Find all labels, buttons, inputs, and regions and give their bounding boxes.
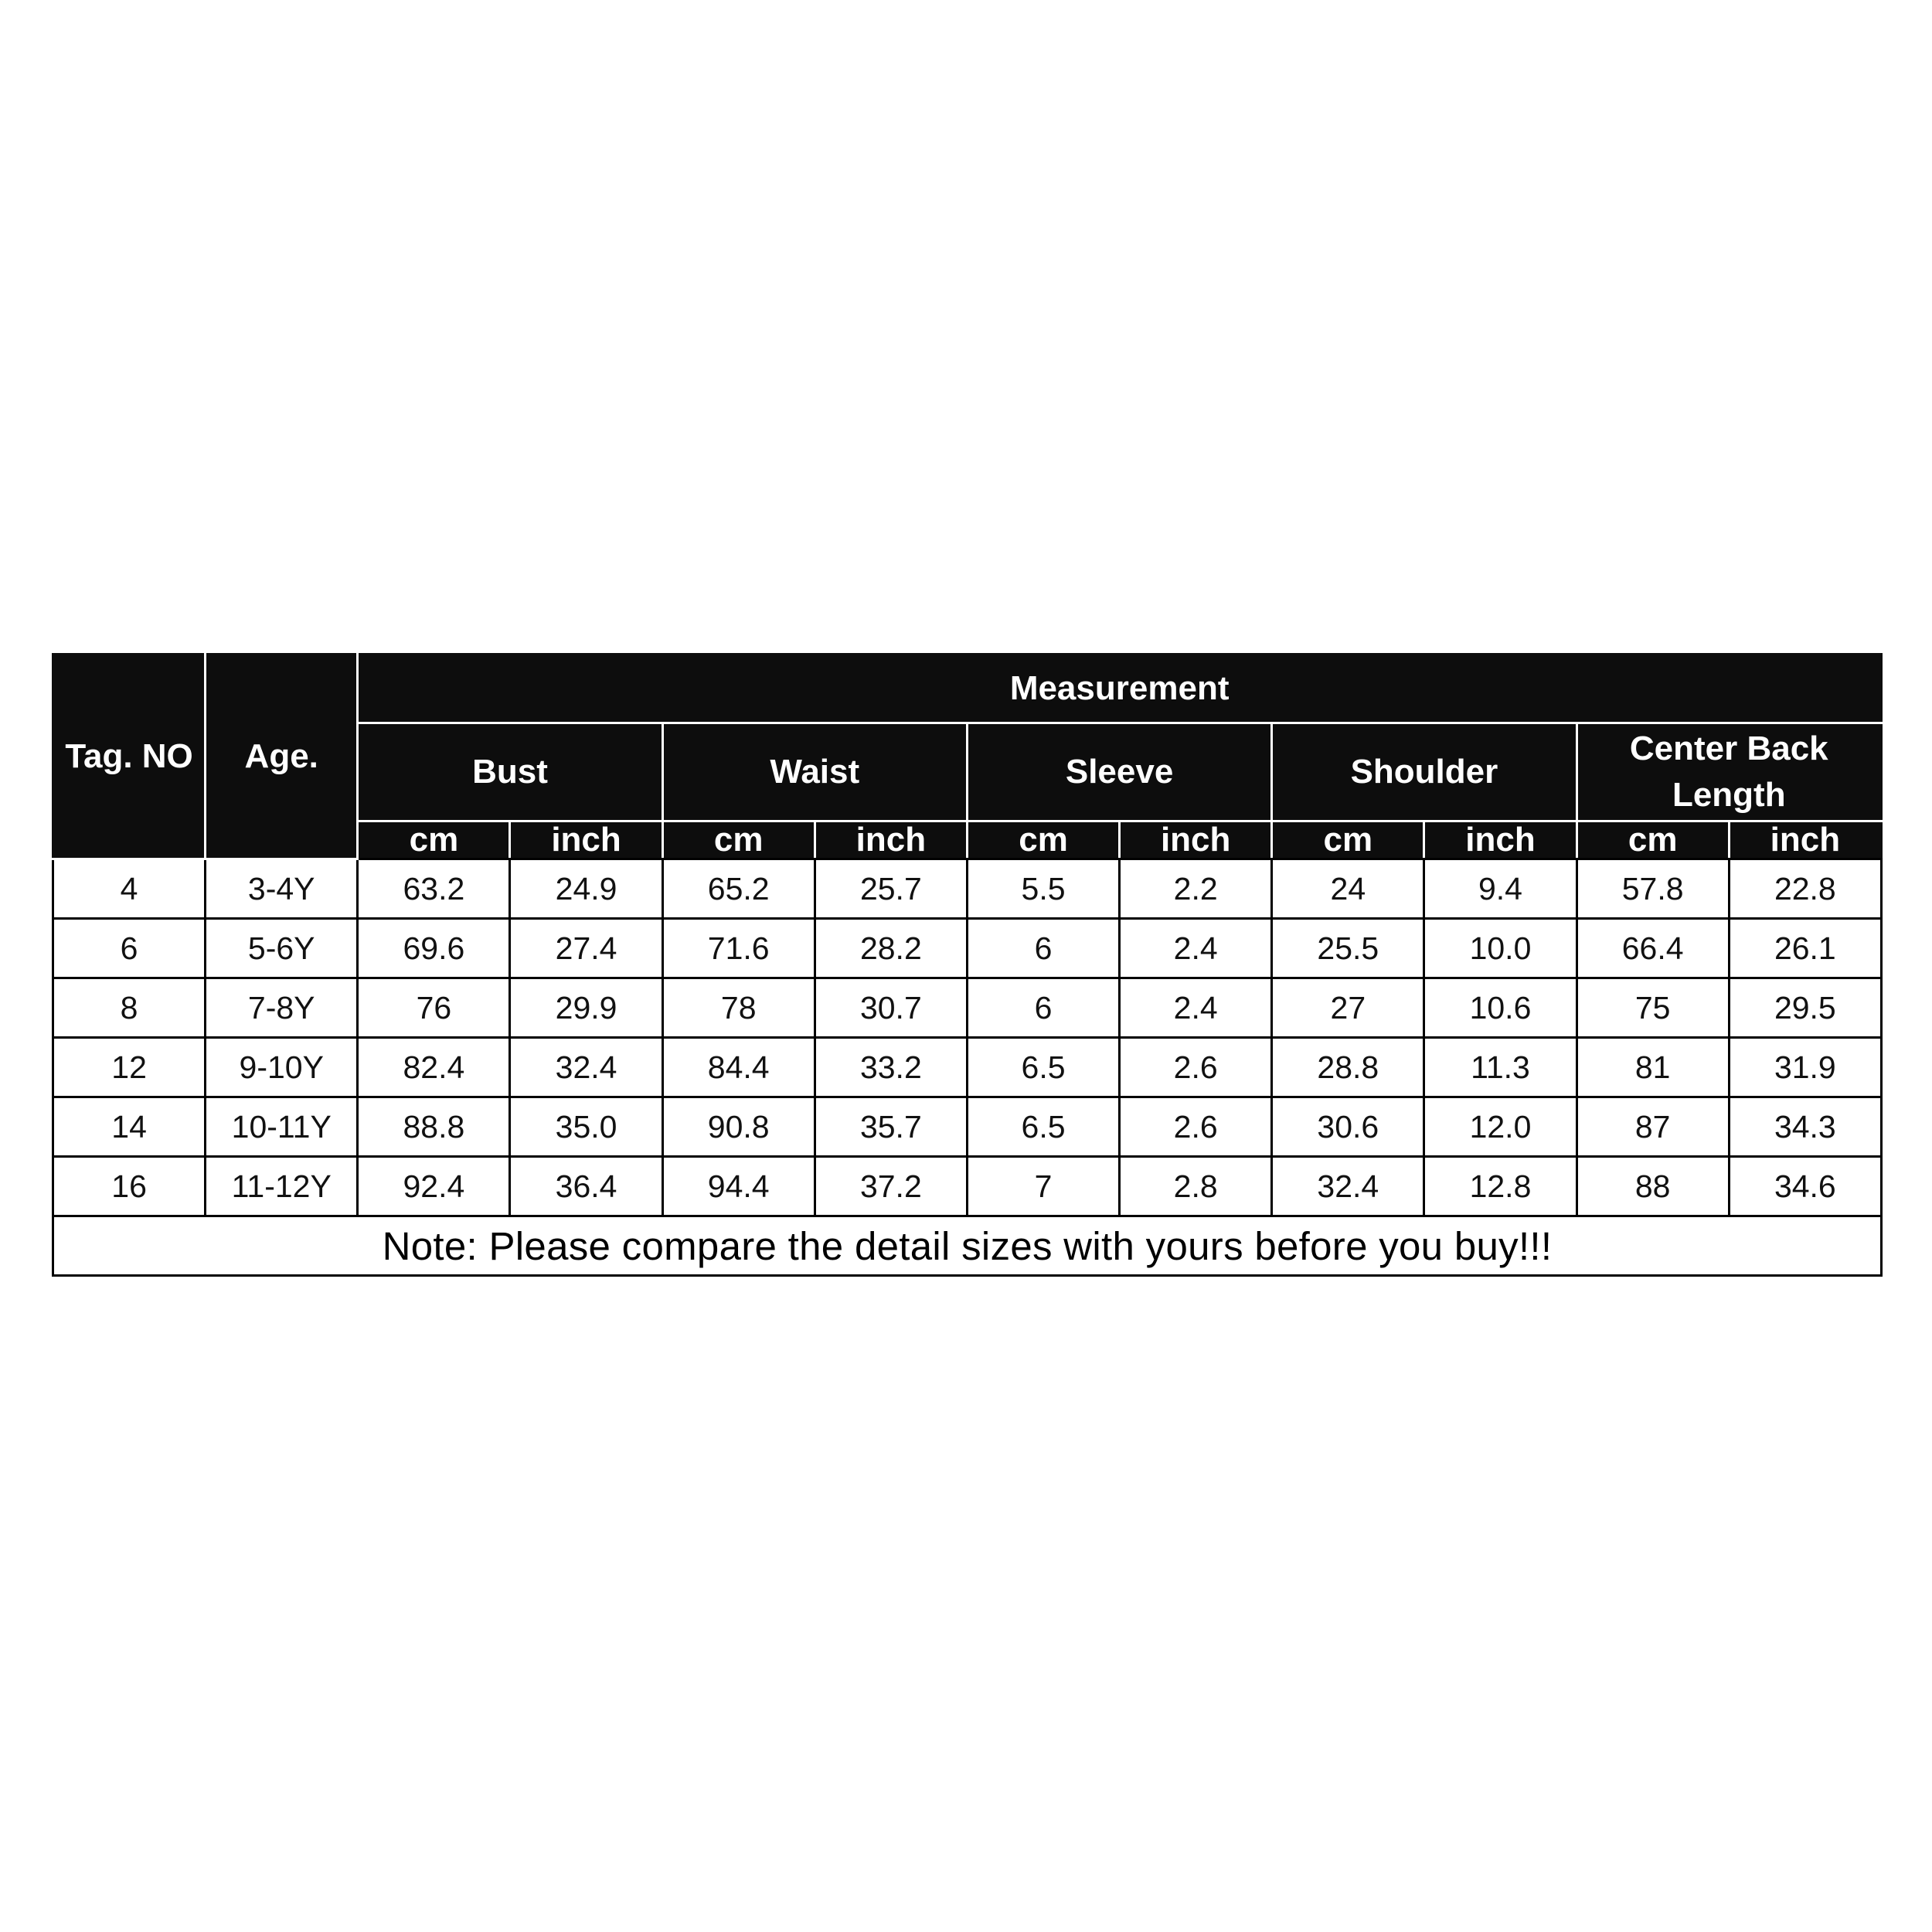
cell-back-length-cm: 57.8 (1577, 859, 1729, 919)
cell-tag-no: 14 (53, 1097, 206, 1157)
header-shoulder: Shoulder (1272, 723, 1577, 821)
cell-age: 11-12Y (206, 1157, 358, 1216)
size-chart-header (53, 655, 1882, 859)
cell-tag-no: 6 (53, 919, 206, 978)
cell-tag-no: 8 (53, 978, 206, 1038)
header-waist: Waist (662, 723, 967, 821)
cell-sleeve-cm: 6.5 (967, 1038, 1119, 1097)
cell-waist-inch: 33.2 (815, 1038, 967, 1097)
header-unit-bust-cm: cm (358, 821, 510, 859)
cell-back-length-cm: 88 (1577, 1157, 1729, 1216)
cell-shoulder-cm: 32.4 (1272, 1157, 1424, 1216)
header-unit-bust-inch: inch (510, 821, 662, 859)
cell-waist-inch: 25.7 (815, 859, 967, 919)
header-tag-no: Tag. NO (53, 655, 206, 859)
cell-bust-cm: 63.2 (358, 859, 510, 919)
size-chart-body (53, 859, 1882, 1276)
table-row (53, 1038, 1882, 1097)
cell-back-length-inch: 34.3 (1729, 1097, 1881, 1157)
cell-sleeve-inch: 2.2 (1120, 859, 1272, 919)
size-chart-table (52, 653, 1883, 1277)
cell-waist-inch: 35.7 (815, 1097, 967, 1157)
note-row (53, 1216, 1882, 1276)
header-center-back-length: Center Back Length (1577, 723, 1881, 821)
header-measurement: Measurement (358, 655, 1882, 723)
cell-tag-no: 16 (53, 1157, 206, 1216)
cell-sleeve-cm: 6.5 (967, 1097, 1119, 1157)
cell-shoulder-inch: 10.0 (1424, 919, 1577, 978)
cell-sleeve-cm: 6 (967, 978, 1119, 1038)
cell-back-length-cm: 87 (1577, 1097, 1729, 1157)
header-unit-sleeve-cm: cm (967, 821, 1119, 859)
header-row-measurement (53, 655, 1882, 723)
cell-tag-no: 12 (53, 1038, 206, 1097)
cell-back-length-inch: 34.6 (1729, 1157, 1881, 1216)
cell-sleeve-cm: 5.5 (967, 859, 1119, 919)
cell-shoulder-cm: 28.8 (1272, 1038, 1424, 1097)
cell-bust-inch: 36.4 (510, 1157, 662, 1216)
header-unit-back-length-inch: inch (1729, 821, 1881, 859)
cell-waist-cm: 78 (662, 978, 815, 1038)
header-unit-shoulder-inch: inch (1424, 821, 1577, 859)
cell-waist-cm: 65.2 (662, 859, 815, 919)
cell-waist-cm: 90.8 (662, 1097, 815, 1157)
header-sleeve: Sleeve (967, 723, 1271, 821)
cell-bust-cm: 88.8 (358, 1097, 510, 1157)
header-age: Age. (206, 655, 358, 859)
cell-waist-inch: 37.2 (815, 1157, 967, 1216)
header-unit-sleeve-inch: inch (1120, 821, 1272, 859)
cell-bust-inch: 29.9 (510, 978, 662, 1038)
cell-back-length-cm: 66.4 (1577, 919, 1729, 978)
cell-waist-cm: 84.4 (662, 1038, 815, 1097)
cell-sleeve-inch: 2.4 (1120, 978, 1272, 1038)
cell-age: 5-6Y (206, 919, 358, 978)
cell-waist-inch: 30.7 (815, 978, 967, 1038)
cell-waist-cm: 71.6 (662, 919, 815, 978)
cell-shoulder-cm: 27 (1272, 978, 1424, 1038)
table-row (53, 919, 1882, 978)
cell-shoulder-cm: 30.6 (1272, 1097, 1424, 1157)
header-unit-waist-inch: inch (815, 821, 967, 859)
cell-sleeve-inch: 2.4 (1120, 919, 1272, 978)
table-row (53, 859, 1882, 919)
table-row (53, 978, 1882, 1038)
cell-back-length-cm: 75 (1577, 978, 1729, 1038)
cell-bust-inch: 27.4 (510, 919, 662, 978)
cell-sleeve-inch: 2.6 (1120, 1038, 1272, 1097)
cell-back-length-inch: 22.8 (1729, 859, 1881, 919)
cell-sleeve-cm: 6 (967, 919, 1119, 978)
size-note: Note: Please compare the detail sizes with yours before you buy!!! (53, 1216, 1882, 1276)
cell-sleeve-cm: 7 (967, 1157, 1119, 1216)
cell-age: 3-4Y (206, 859, 358, 919)
cell-shoulder-cm: 25.5 (1272, 919, 1424, 978)
cell-age: 10-11Y (206, 1097, 358, 1157)
header-unit-waist-cm: cm (662, 821, 815, 859)
cell-age: 7-8Y (206, 978, 358, 1038)
cell-bust-inch: 35.0 (510, 1097, 662, 1157)
cell-tag-no: 4 (53, 859, 206, 919)
cell-age: 9-10Y (206, 1038, 358, 1097)
cell-waist-cm: 94.4 (662, 1157, 815, 1216)
cell-sleeve-inch: 2.6 (1120, 1097, 1272, 1157)
cell-back-length-inch: 26.1 (1729, 919, 1881, 978)
cell-sleeve-inch: 2.8 (1120, 1157, 1272, 1216)
cell-back-length-inch: 31.9 (1729, 1038, 1881, 1097)
cell-bust-cm: 82.4 (358, 1038, 510, 1097)
cell-bust-inch: 24.9 (510, 859, 662, 919)
cell-shoulder-inch: 11.3 (1424, 1038, 1577, 1097)
cell-shoulder-inch: 12.0 (1424, 1097, 1577, 1157)
cell-bust-inch: 32.4 (510, 1038, 662, 1097)
header-unit-back-length-cm: cm (1577, 821, 1729, 859)
cell-bust-cm: 69.6 (358, 919, 510, 978)
table-row (53, 1157, 1882, 1216)
cell-back-length-inch: 29.5 (1729, 978, 1881, 1038)
cell-shoulder-cm: 24 (1272, 859, 1424, 919)
cell-bust-cm: 76 (358, 978, 510, 1038)
cell-waist-inch: 28.2 (815, 919, 967, 978)
cell-bust-cm: 92.4 (358, 1157, 510, 1216)
cell-back-length-cm: 81 (1577, 1038, 1729, 1097)
cell-shoulder-inch: 12.8 (1424, 1157, 1577, 1216)
table-row (53, 1097, 1882, 1157)
cell-shoulder-inch: 9.4 (1424, 859, 1577, 919)
header-unit-shoulder-cm: cm (1272, 821, 1424, 859)
header-bust: Bust (358, 723, 662, 821)
cell-shoulder-inch: 10.6 (1424, 978, 1577, 1038)
